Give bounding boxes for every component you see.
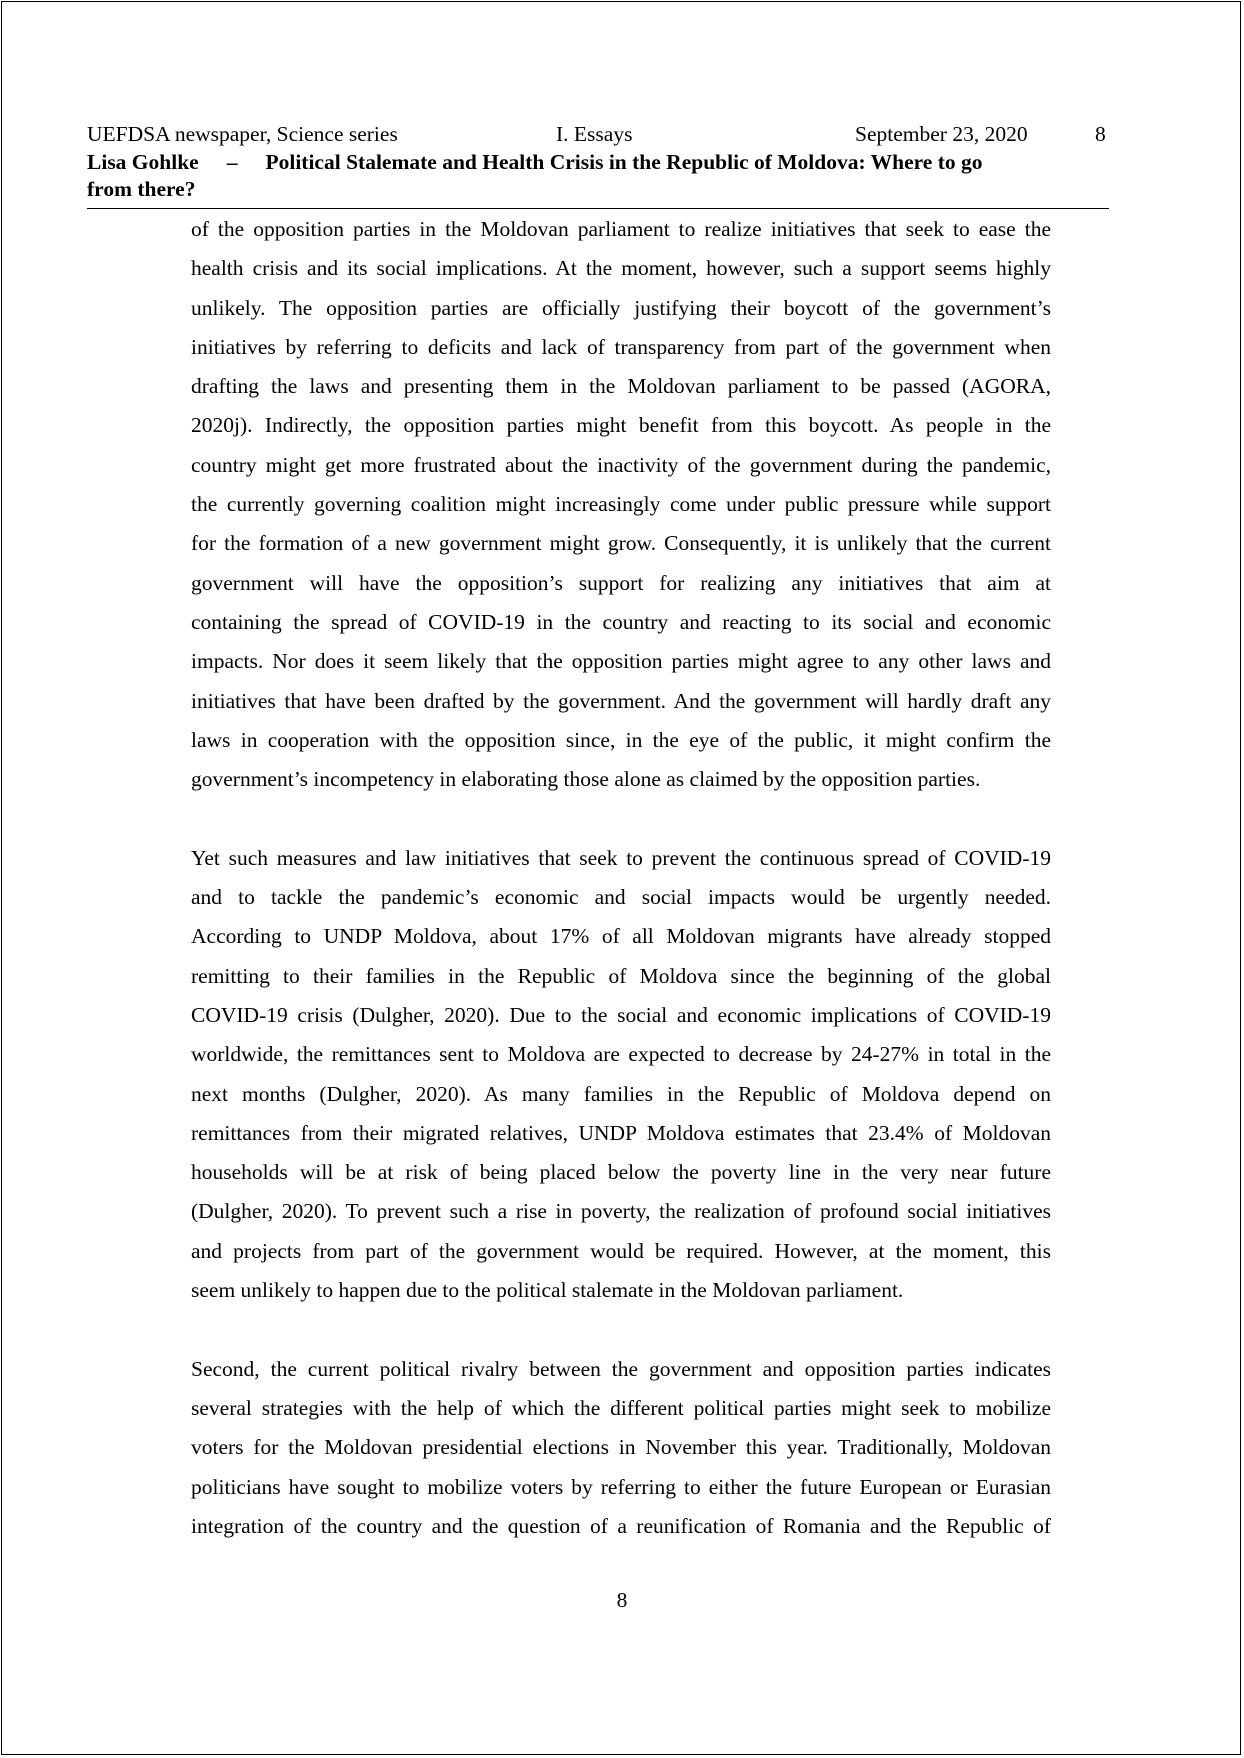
text-line: (Dulgher, 2020). To prevent such a rise in poverty, the realization of profound social initiatives [191,1199,1051,1224]
text-line: seem unlikely to happen due to the political stalemate in the Moldovan parliament. [191,1278,904,1303]
footer-page-number: 8 [616,1588,628,1612]
text-line: country might get more frustrated about the inactivity of the government during the pandemic, [191,452,1051,477]
text-line: 2020j). Indirectly, the opposition parties might benefit from this boycott. As people in the [191,413,1051,438]
publication-date: September 23, 2020 [855,122,1028,146]
text-line: COVID-19 crisis (Dulgher, 2020). Due to the social and economic implications of COVID-19 [191,1002,1051,1027]
text-line: integration of the country and the question of a reunification of Romania and the Republic of [191,1513,1051,1538]
running-header [87,120,1109,148]
text-line: for the formation of a new government might grow. Consequently, it is unlikely that the current [191,531,1051,556]
article-body [191,210,1051,1546]
text-line: containing the spread of COVID-19 in the country and reacting to its social and economic [191,609,1051,634]
text-line: laws in cooperation with the opposition since, in the eye of the public, it might confirm the [191,727,1051,752]
text-line: Second, the current political rivalry between the government and opposition parties indicates [191,1356,1051,1381]
paragraph [191,1350,1051,1546]
article-title-continued: from there? [87,177,196,201]
article-title: Political Stalemate and Health Crisis in the Republic of Moldova: Where to go [265,150,983,174]
publication-name: UEFDSA newspaper, Science series [87,122,398,146]
article-author: Lisa Gohlke [87,150,199,174]
text-line: remitting to their families in the Republic of Moldova since the beginning of the global [191,963,1051,988]
paragraph-gap [191,1310,1051,1349]
header-rule [87,208,1109,209]
text-line: drafting the laws and presenting them in the Moldovan parliament to be passed (AGORA, [191,374,1051,399]
title-separator: – [226,150,238,174]
text-line: of the opposition parties in the Moldovan parliament to realize initiatives that seek to ease the [191,217,1051,241]
text-line: and to tackle the pandemic’s economic and social impacts would be urgently needed. [191,885,1051,910]
text-line: Yet such measures and law initiatives that seek to prevent the continuous spread of COVID-19 [191,845,1051,870]
text-line: worldwide, the remittances sent to Moldova are expected to decrease by 24-27% in total in the [191,1042,1051,1067]
text-line: next months (Dulgher, 2020). As many families in the Republic of Moldova depend on [191,1081,1051,1106]
paragraph [191,210,1051,799]
text-line: remittances from their migrated relatives, UNDP Moldova estimates that 23.4% of Moldovan [191,1120,1051,1145]
text-line: the currently governing coalition might increasingly come under public pressure while support [191,492,1051,517]
text-line: politicians have sought to mobilize voters by referring to either the future European or Eurasian [191,1474,1051,1499]
text-line: initiatives by referring to deficits and lack of transparency from part of the government when [191,334,1051,359]
section-name: I. Essays [556,122,633,146]
text-line: voters for the Moldovan presidential elections in November this year. Traditionally, Moldovan [191,1435,1051,1460]
text-line: According to UNDP Moldova, about 17% of all Moldovan migrants have already stopped [191,924,1051,949]
text-line: government’s incompetency in elaborating those alone as claimed by the opposition parties. [191,767,981,792]
text-line: health crisis and its social implications. At the moment, however, such a support seems highly [191,256,1051,281]
text-line: households will be at risk of being placed below the poverty line in the very near future [191,1160,1051,1185]
header-page-number: 8 [1095,122,1106,146]
text-line: impacts. Nor does it seem likely that the opposition parties might agree to any other laws and [191,649,1051,674]
text-line: initiatives that have been drafted by the government. And the government will hardly draft any [191,688,1051,713]
text-line: unlikely. The opposition parties are officially justifying their boycott of the government’s [191,295,1051,320]
paragraph-gap [191,799,1051,838]
text-line: and projects from part of the government would be required. However, at the moment, this [191,1238,1051,1263]
article-title-block [87,149,1109,203]
text-line: government will have the opposition’s support for realizing any initiatives that aim at [191,570,1051,595]
text-line: several strategies with the help of which the different political parties might seek to mobilize [191,1395,1051,1420]
paragraph [191,839,1051,1311]
